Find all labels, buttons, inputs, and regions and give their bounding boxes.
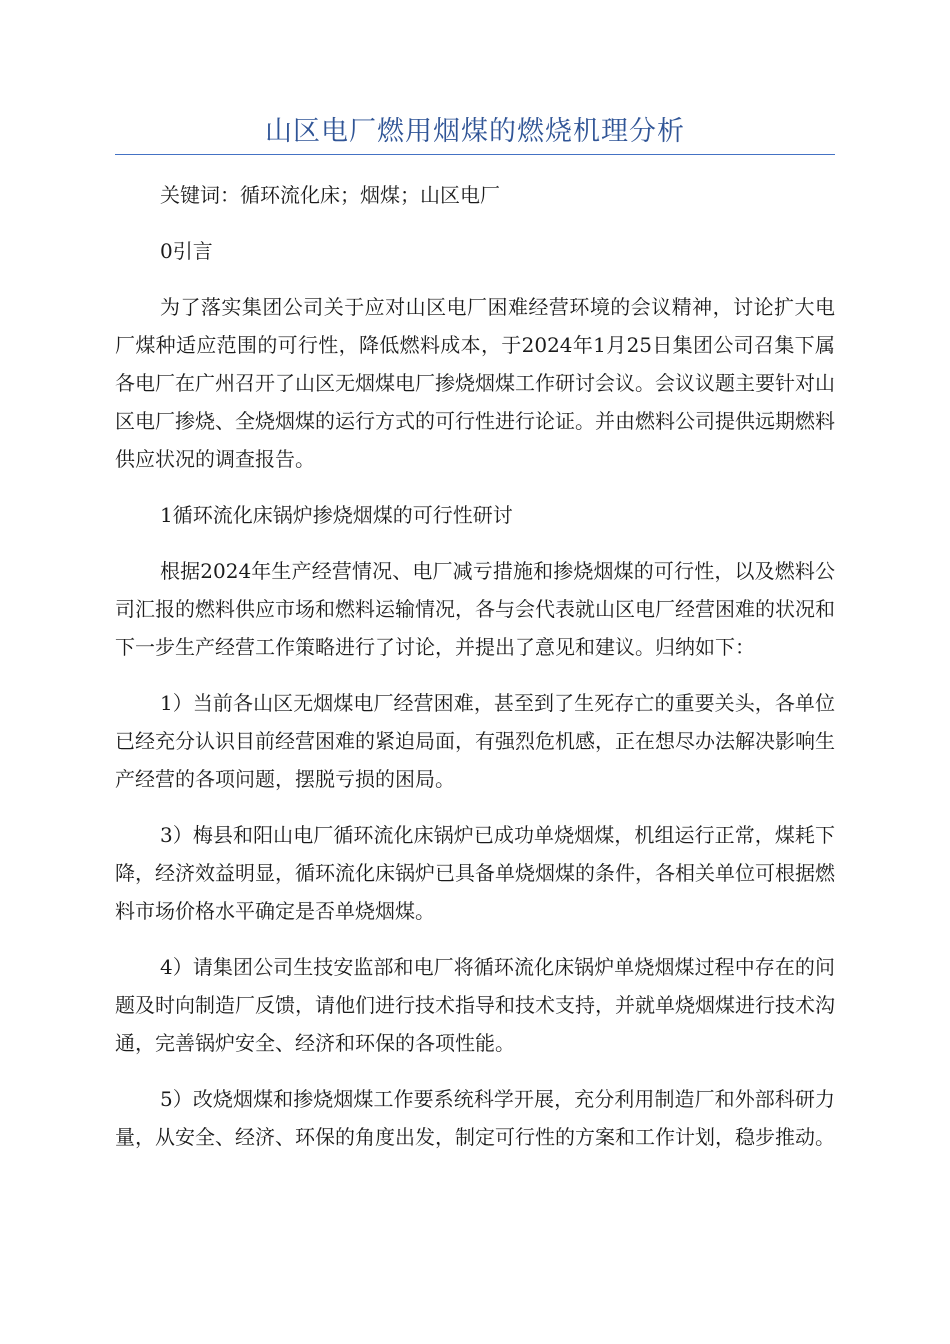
document-title: 山区电厂燃用烟煤的燃烧机理分析 bbox=[265, 116, 685, 147]
keywords-paragraph: 关键词：循环流化床；烟煤；山区电厂 bbox=[160, 183, 500, 207]
body-paragraph: 根据2024年生产经营情况、电厂减亏措施和掺烧烟煤的可行性，以及燃料公司汇报的燃料供应市场和燃料运输情况，各与会代表就山区电厂经营困难的状况和下一步生产经营工作策略进行了讨论，并提出了意见和建议。归纳如下： bbox=[115, 559, 835, 659]
body-paragraph: 为了落实集团公司关于应对山区电厂困难经营环境的会议精神，讨论扩大电厂煤种适应范围的可行性，降低燃料成本，于2024年1月25日集团公司召集下属各电厂在广州召开了山区无烟煤电厂掺烧烟煤工作研讨会议。会议议题主要针对山区电厂掺烧、全烧烟煤的运行方式的可行性进行论证。并由燃料公司提供远期燃料供应状况的调查报告。 bbox=[115, 295, 835, 471]
title-underline bbox=[115, 154, 835, 155]
document-body bbox=[115, 176, 835, 1174]
list-item-paragraph: 5）改烧烟煤和掺烧烟煤工作要系统科学开展，充分利用制造厂和外部科研力量，从安全、经济、环保的角度出发，制定可行性的方案和工作计划，稳步推动。 bbox=[115, 1087, 835, 1149]
section-heading-introduction: 0引言 bbox=[160, 239, 213, 263]
list-item-paragraph: 3）梅县和阳山电厂循环流化床锅炉已成功单烧烟煤，机组运行正常，煤耗下降，经济效益明显，循环流化床锅炉已具备单烧烟煤的条件，各相关单位可根据燃料市场价格水平确定是否单烧烟煤。 bbox=[115, 823, 835, 923]
section-heading-feasibility: 1循环流化床锅炉掺烧烟煤的可行性研讨 bbox=[160, 503, 513, 527]
list-item-paragraph: 1）当前各山区无烟煤电厂经营困难，甚至到了生死存亡的重要关头，各单位已经充分认识目前经营困难的紧迫局面，有强烈危机感，正在想尽办法解决影响生产经营的各项问题，摆脱亏损的困局。 bbox=[115, 691, 835, 791]
list-item-paragraph: 4）请集团公司生技安监部和电厂将循环流化床锅炉单烧烟煤过程中存在的问题及时向制造厂反馈，请他们进行技术指导和技术支持，并就单烧烟煤进行技术沟通，完善锅炉安全、经济和环保的各项性能。 bbox=[115, 955, 835, 1055]
